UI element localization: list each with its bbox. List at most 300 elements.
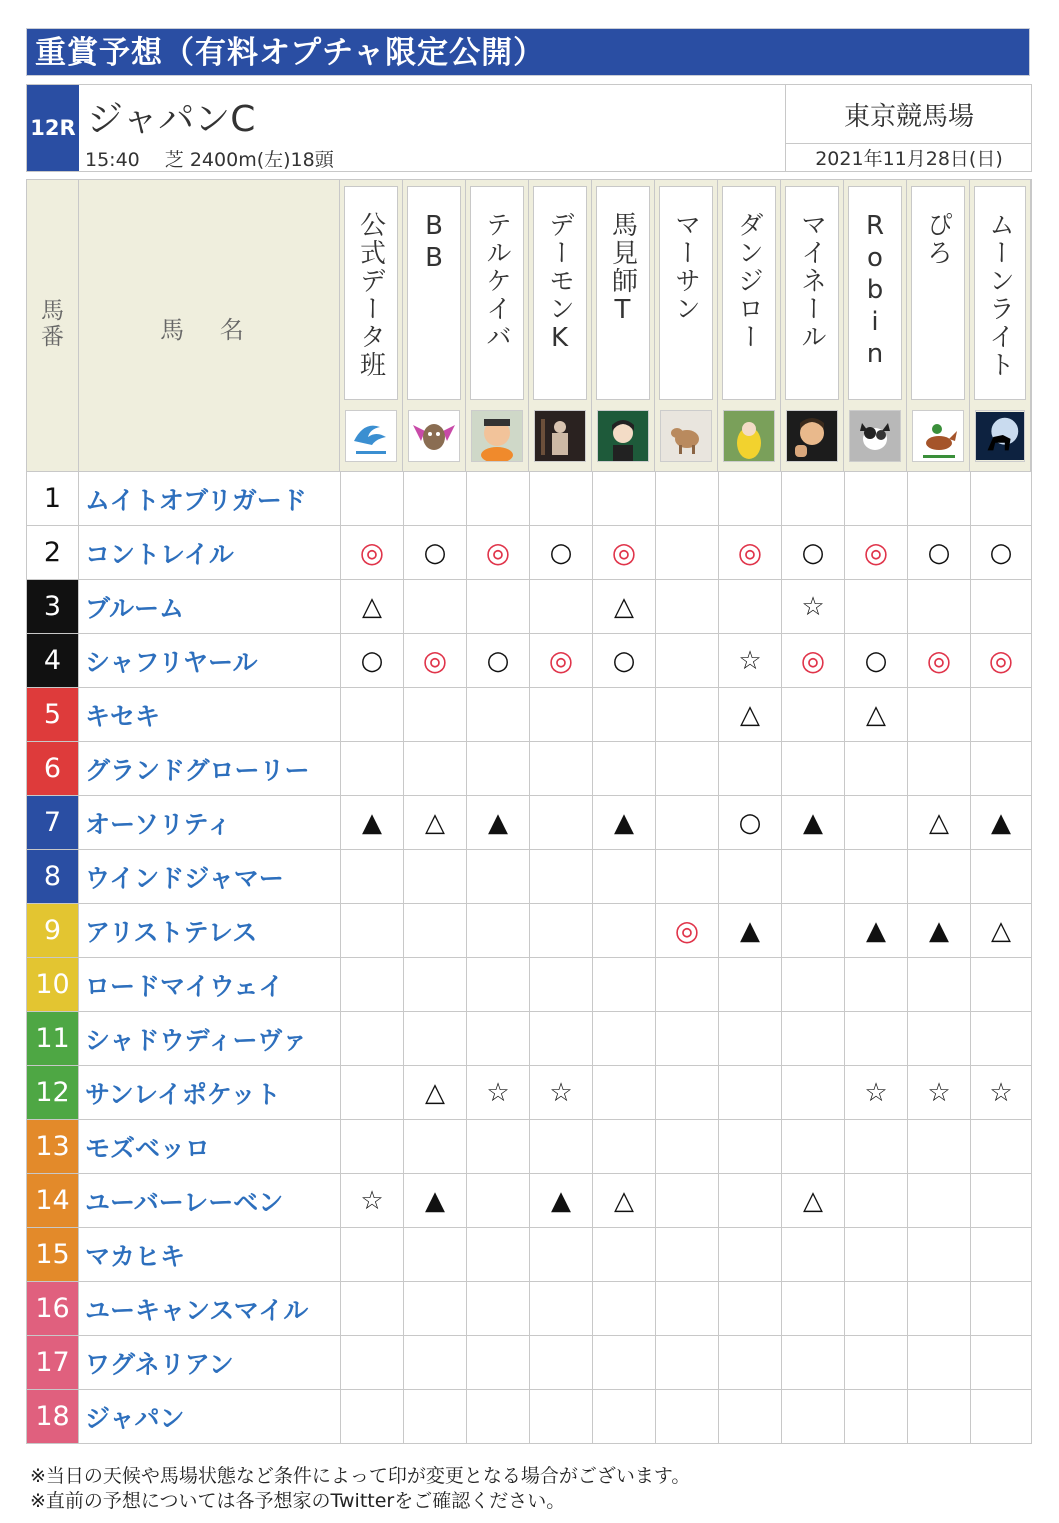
prediction-mark-cell	[781, 904, 844, 957]
prediction-mark: ☆	[864, 1077, 888, 1108]
horse-number: 11	[27, 1012, 79, 1065]
prediction-mark-cell	[592, 472, 655, 525]
prediction-mark-cell	[592, 1282, 655, 1335]
prediction-mark: ○	[738, 807, 762, 838]
prediction-mark-cell	[403, 1336, 466, 1389]
prediction-mark: ◎	[422, 644, 448, 677]
prediction-mark: ◎	[737, 536, 763, 569]
prediction-mark-cell	[781, 1066, 844, 1119]
prediction-mark-cell	[340, 472, 403, 525]
table-row	[27, 1335, 1031, 1389]
prediction-mark-cell	[844, 688, 907, 741]
prediction-mark-cell	[907, 958, 970, 1011]
prediction-mark-cell	[970, 1174, 1031, 1227]
prediction-mark-cell	[718, 688, 781, 741]
horse-name: アリストテレス	[85, 917, 258, 947]
prediction-mark-cell	[970, 742, 1031, 795]
prediction-mark-cell	[781, 958, 844, 1011]
prediction-mark-cell	[718, 1066, 781, 1119]
jockey-horse-icon	[912, 410, 964, 462]
prediction-mark-cell	[844, 1012, 907, 1065]
prediction-mark-cell	[529, 958, 592, 1011]
prediction-mark-cell	[403, 904, 466, 957]
dog-photo-icon	[849, 410, 901, 462]
prediction-mark: ▲	[488, 807, 508, 838]
header-number-label: 馬 番	[41, 298, 64, 350]
prediction-mark-cell	[655, 1174, 718, 1227]
predictor-name-box	[974, 186, 1026, 400]
prediction-mark: ▲	[803, 807, 823, 838]
prediction-mark-cell	[529, 1282, 592, 1335]
prediction-mark: ☆	[801, 591, 825, 622]
horse-name: ユーキャンスマイル	[85, 1295, 309, 1325]
prediction-mark-cell	[781, 1228, 844, 1281]
prediction-mark: ◎	[485, 536, 511, 569]
prediction-mark-cell	[655, 1066, 718, 1119]
prediction-mark-cell	[718, 580, 781, 633]
prediction-mark: △	[614, 591, 634, 622]
prediction-mark-cell	[970, 904, 1031, 957]
prediction-mark-cell	[844, 526, 907, 579]
horse-number: 2	[27, 526, 79, 579]
prediction-mark-cell	[340, 1390, 403, 1443]
prediction-table	[26, 179, 1032, 1444]
prediction-mark-cell	[403, 850, 466, 903]
prediction-mark-cell	[655, 1012, 718, 1065]
prediction-mark-cell	[718, 958, 781, 1011]
table-row	[27, 1011, 1031, 1065]
prediction-mark-cell	[529, 526, 592, 579]
prediction-mark: ◎	[359, 536, 385, 569]
horse-name: オーソリティ	[85, 809, 232, 839]
prediction-mark-cell	[907, 742, 970, 795]
predictor-name: BB	[419, 211, 449, 275]
header-number-cell	[27, 180, 79, 471]
horse-number: 8	[27, 850, 79, 903]
prediction-mark: △	[740, 699, 760, 730]
predictor-name-box	[848, 186, 902, 400]
prediction-mark-cell	[529, 850, 592, 903]
table-row	[27, 741, 1031, 795]
horse-name: モズベッロ	[85, 1133, 211, 1163]
prediction-mark-cell	[844, 472, 907, 525]
predictor-header-4	[529, 180, 592, 471]
prediction-mark: ◎	[926, 644, 952, 677]
prediction-mark: ○	[360, 645, 384, 676]
prediction-mark-cell	[655, 526, 718, 579]
prediction-mark-cell	[529, 1174, 592, 1227]
prediction-mark-cell	[403, 580, 466, 633]
horse-number: 16	[27, 1282, 79, 1335]
prediction-mark-cell	[970, 958, 1031, 1011]
prediction-mark-cell	[907, 1174, 970, 1227]
prediction-mark-cell	[466, 1228, 529, 1281]
horse-number: 13	[27, 1120, 79, 1173]
prediction-mark-cell	[340, 634, 403, 687]
predictor-header-1	[340, 180, 403, 471]
prediction-mark: ◎	[548, 644, 574, 677]
prediction-mark-cell	[718, 526, 781, 579]
prediction-mark: ☆	[738, 645, 762, 676]
prediction-mark: ▲	[740, 915, 760, 946]
anime-boy-icon	[597, 410, 649, 462]
prediction-mark-cell	[592, 958, 655, 1011]
prediction-mark-cell	[718, 850, 781, 903]
prediction-mark-cell	[403, 796, 466, 849]
prediction-mark-cell	[340, 796, 403, 849]
horse-number: 9	[27, 904, 79, 957]
table-row	[27, 471, 1031, 525]
prediction-mark-cell	[907, 1228, 970, 1281]
prediction-mark-cell	[844, 1066, 907, 1119]
prediction-mark-cell	[592, 688, 655, 741]
horse-number: 10	[27, 958, 79, 1011]
prediction-mark: △	[362, 591, 382, 622]
predictor-name: ムーンライト	[984, 211, 1015, 379]
predictor-name-box	[659, 186, 713, 400]
horse-name: コントレイル	[85, 539, 234, 569]
predictor-name-box	[533, 186, 587, 400]
predictor-name-box	[470, 186, 524, 400]
prediction-mark: △	[929, 807, 949, 838]
prediction-mark-cell	[844, 1282, 907, 1335]
prediction-mark-cell	[466, 1282, 529, 1335]
prediction-mark-cell	[907, 1282, 970, 1335]
prediction-mark-cell	[718, 904, 781, 957]
prediction-mark: ○	[864, 645, 888, 676]
prediction-mark: ☆	[486, 1077, 510, 1108]
prediction-mark-cell	[844, 580, 907, 633]
prediction-mark-cell	[403, 1066, 466, 1119]
moon-horse-icon	[975, 410, 1025, 462]
horse-name: ワグネリアン	[85, 1349, 234, 1379]
prediction-mark-cell	[970, 634, 1031, 687]
prediction-mark-cell	[907, 850, 970, 903]
prediction-mark-cell	[970, 1120, 1031, 1173]
prediction-mark: ◎	[674, 914, 700, 947]
predictor-name: ダンジロー	[733, 211, 764, 351]
table-row	[27, 957, 1031, 1011]
prediction-mark-cell	[529, 1336, 592, 1389]
prediction-mark-cell	[907, 1336, 970, 1389]
prediction-mark-cell	[970, 1066, 1031, 1119]
prediction-mark: ○	[989, 537, 1013, 568]
predictor-name: デーモンK	[544, 211, 575, 355]
table-row	[27, 579, 1031, 633]
predictor-name: 馬見師T	[607, 211, 638, 327]
prediction-mark-cell	[718, 1120, 781, 1173]
prediction-mark-cell	[781, 580, 844, 633]
predictor-name-box	[344, 186, 398, 400]
prediction-mark-cell	[970, 1012, 1031, 1065]
prediction-mark-cell	[844, 1390, 907, 1443]
prediction-mark: △	[803, 1185, 823, 1216]
prediction-mark-cell	[781, 526, 844, 579]
prediction-mark-cell	[718, 1012, 781, 1065]
prediction-mark-cell	[844, 1228, 907, 1281]
prediction-mark-cell	[466, 1174, 529, 1227]
predictor-header-9	[844, 180, 907, 471]
predictor-header-3	[466, 180, 529, 471]
prediction-mark-cell	[655, 688, 718, 741]
predictor-name: マーサン	[670, 211, 701, 323]
prediction-mark-cell	[655, 634, 718, 687]
prediction-mark-cell	[907, 904, 970, 957]
predictor-name: Robin	[860, 211, 890, 371]
prediction-mark-cell	[403, 958, 466, 1011]
prediction-mark-cell	[466, 472, 529, 525]
dark-figure-icon	[534, 410, 586, 462]
predictor-name: マイネール	[796, 211, 827, 351]
table-row	[27, 1281, 1031, 1335]
prediction-mark-cell	[340, 850, 403, 903]
prediction-mark-cell	[781, 1174, 844, 1227]
table-row	[27, 1119, 1031, 1173]
prediction-mark-cell	[844, 958, 907, 1011]
prediction-mark-cell	[403, 742, 466, 795]
horse-name: ジャパン	[85, 1403, 185, 1433]
prediction-mark-cell	[781, 1120, 844, 1173]
prediction-mark-cell	[907, 472, 970, 525]
predictor-name-box	[722, 186, 776, 400]
prediction-mark-cell	[466, 958, 529, 1011]
prediction-mark-cell	[655, 796, 718, 849]
prediction-mark-cell	[655, 1390, 718, 1443]
prediction-mark-cell	[529, 634, 592, 687]
predictor-header-6	[655, 180, 718, 471]
prediction-mark-cell	[781, 1282, 844, 1335]
horse-name: グランドグローリー	[85, 755, 310, 785]
prediction-mark-cell	[340, 1336, 403, 1389]
prediction-mark-cell	[907, 526, 970, 579]
prediction-mark-cell	[466, 1120, 529, 1173]
prediction-mark-cell	[529, 688, 592, 741]
horse-number: 7	[27, 796, 79, 849]
table-row	[27, 1227, 1031, 1281]
horse-number: 4	[27, 634, 79, 687]
prediction-mark-cell	[655, 472, 718, 525]
prediction-mark-cell	[781, 742, 844, 795]
prediction-mark: ▲	[425, 1185, 445, 1216]
table-row	[27, 633, 1031, 687]
prediction-mark: △	[425, 1077, 445, 1108]
horse-number: 14	[27, 1174, 79, 1227]
horse-number: 3	[27, 580, 79, 633]
prediction-mark: ◎	[800, 644, 826, 677]
prediction-mark-cell	[718, 742, 781, 795]
prediction-mark: ☆	[360, 1185, 384, 1216]
table-row	[27, 903, 1031, 957]
prediction-mark-cell	[529, 904, 592, 957]
prediction-mark: △	[991, 915, 1011, 946]
prediction-mark-cell	[655, 1336, 718, 1389]
predictor-name-box	[911, 186, 965, 400]
prediction-mark: ▲	[991, 807, 1011, 838]
prediction-mark-cell	[340, 1282, 403, 1335]
prediction-mark-cell	[781, 850, 844, 903]
cartoon-man-icon	[786, 410, 838, 462]
horse-number: 6	[27, 742, 79, 795]
prediction-mark: ▲	[866, 915, 886, 946]
venue: 東京競馬場	[785, 85, 1032, 144]
prediction-mark: ☆	[989, 1077, 1013, 1108]
prediction-mark-cell	[970, 1282, 1031, 1335]
prediction-mark-cell	[340, 688, 403, 741]
race-name: ジャパンC	[87, 99, 256, 140]
prediction-mark-cell	[403, 1390, 466, 1443]
table-row	[27, 687, 1031, 741]
prediction-mark-cell	[907, 688, 970, 741]
prediction-mark-cell	[781, 1390, 844, 1443]
prediction-mark-cell	[970, 796, 1031, 849]
predictor-name-box	[407, 186, 461, 400]
prediction-mark-cell	[466, 580, 529, 633]
prediction-mark-cell	[592, 742, 655, 795]
prediction-mark-cell	[844, 1336, 907, 1389]
prediction-mark-cell	[340, 958, 403, 1011]
prediction-mark: △	[866, 699, 886, 730]
yellow-costume-icon	[723, 410, 775, 462]
bat-creature-icon	[408, 410, 460, 462]
prediction-mark-cell	[655, 850, 718, 903]
horse-name: ウインドジャマー	[85, 863, 284, 893]
prediction-mark-cell	[340, 1174, 403, 1227]
prediction-mark-cell	[592, 1336, 655, 1389]
prediction-mark: ▲	[551, 1185, 571, 1216]
horse-doodle-icon	[660, 410, 712, 462]
predictor-name-box	[596, 186, 650, 400]
prediction-mark-cell	[592, 1120, 655, 1173]
prediction-mark-cell	[466, 742, 529, 795]
prediction-mark: ▲	[614, 807, 634, 838]
prediction-mark-cell	[529, 1120, 592, 1173]
prediction-mark-cell	[466, 850, 529, 903]
prediction-mark: ◎	[988, 644, 1014, 677]
prediction-mark-cell	[592, 1228, 655, 1281]
prediction-mark-cell	[970, 1390, 1031, 1443]
prediction-mark-cell	[718, 634, 781, 687]
prediction-mark: ☆	[927, 1077, 951, 1108]
horse-number: 5	[27, 688, 79, 741]
prediction-mark-cell	[340, 526, 403, 579]
prediction-mark-cell	[340, 1120, 403, 1173]
horse-name: キセキ	[85, 701, 161, 731]
race-date: 2021年11月28日(日)	[785, 143, 1032, 171]
prediction-mark-cell	[844, 796, 907, 849]
prediction-mark-cell	[592, 526, 655, 579]
predictor-name: ぴろ	[922, 211, 953, 267]
wave-logo-icon	[345, 410, 397, 462]
prediction-mark-cell	[781, 796, 844, 849]
prediction-mark-cell	[844, 904, 907, 957]
prediction-mark-cell	[592, 904, 655, 957]
predictor-header-5	[592, 180, 655, 471]
prediction-mark-cell	[403, 1174, 466, 1227]
prediction-mark-cell	[970, 526, 1031, 579]
prediction-mark-cell	[718, 1174, 781, 1227]
prediction-mark-cell	[592, 580, 655, 633]
prediction-mark-cell	[907, 634, 970, 687]
note-line-1: ※当日の天候や馬場状態など条件によって印が変更となる場合がございます。	[30, 1465, 691, 1487]
prediction-mark-cell	[907, 1120, 970, 1173]
prediction-mark-cell	[592, 634, 655, 687]
prediction-mark-cell	[340, 904, 403, 957]
prediction-mark-cell	[466, 1336, 529, 1389]
header-name-label: 馬 名	[160, 316, 258, 344]
horse-number: 17	[27, 1336, 79, 1389]
prediction-mark: ○	[927, 537, 951, 568]
predictor-header-11	[970, 180, 1031, 471]
prediction-mark-cell	[655, 958, 718, 1011]
prediction-mark-cell	[529, 1228, 592, 1281]
horse-name: ロードマイウェイ	[85, 971, 284, 1001]
horse-name: ムイトオブリガード	[85, 485, 307, 515]
prediction-mark-cell	[529, 1390, 592, 1443]
prediction-mark-cell	[781, 634, 844, 687]
prediction-mark-cell	[655, 904, 718, 957]
table-row	[27, 849, 1031, 903]
prediction-mark-cell	[844, 1120, 907, 1173]
prediction-mark-cell	[592, 1066, 655, 1119]
header-name-cell	[79, 180, 340, 471]
prediction-mark-cell	[718, 1390, 781, 1443]
prediction-mark-cell	[844, 1174, 907, 1227]
prediction-mark-cell	[970, 1336, 1031, 1389]
prediction-mark-cell	[718, 1228, 781, 1281]
race-meta: 15:40 芝 2400m(左)18頭	[85, 149, 334, 171]
prediction-mark-cell	[529, 742, 592, 795]
prediction-mark: ◎	[863, 536, 889, 569]
horse-number: 12	[27, 1066, 79, 1119]
prediction-mark-cell	[340, 1012, 403, 1065]
horse-name: シャドウディーヴァ	[85, 1025, 308, 1055]
race-number-badge: 12R	[27, 85, 79, 171]
prediction-mark: ○	[549, 537, 573, 568]
prediction-mark-cell	[466, 796, 529, 849]
predictor-header-2	[403, 180, 466, 471]
predictor-header-10	[907, 180, 970, 471]
prediction-mark-cell	[403, 472, 466, 525]
prediction-mark-cell	[907, 1012, 970, 1065]
prediction-mark: ▲	[362, 807, 382, 838]
prediction-mark-cell	[655, 1282, 718, 1335]
prediction-mark-cell	[655, 742, 718, 795]
predictor-name: 公式データ班	[355, 211, 386, 379]
mascot-face-icon	[471, 410, 523, 462]
prediction-mark: ◎	[611, 536, 637, 569]
prediction-mark-cell	[529, 472, 592, 525]
prediction-mark-cell	[655, 1228, 718, 1281]
prediction-mark-cell	[781, 688, 844, 741]
prediction-mark: ☆	[549, 1077, 573, 1108]
prediction-mark-cell	[592, 1174, 655, 1227]
prediction-mark-cell	[403, 526, 466, 579]
prediction-mark: ○	[423, 537, 447, 568]
prediction-mark-cell	[970, 1228, 1031, 1281]
predictor-header-7	[718, 180, 781, 471]
prediction-mark-cell	[403, 688, 466, 741]
prediction-mark-cell	[529, 580, 592, 633]
prediction-mark-cell	[844, 742, 907, 795]
horse-name: マカヒキ	[85, 1241, 186, 1271]
prediction-mark-cell	[655, 1120, 718, 1173]
horse-name: ブルーム	[85, 593, 185, 623]
prediction-mark-cell	[592, 1012, 655, 1065]
horse-number: 15	[27, 1228, 79, 1281]
prediction-mark-cell	[529, 796, 592, 849]
prediction-mark: ○	[801, 537, 825, 568]
prediction-mark: △	[425, 807, 445, 838]
